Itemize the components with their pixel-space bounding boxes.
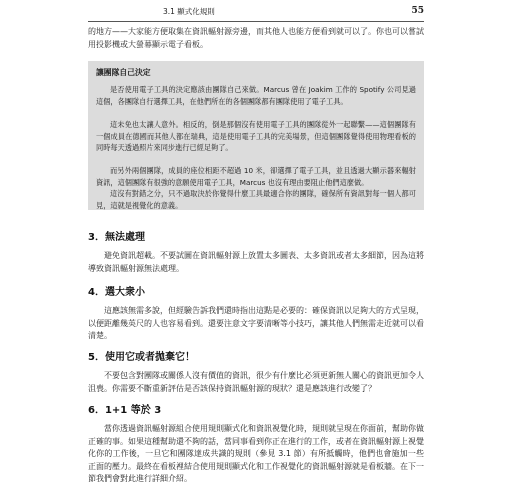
sidebar-box: [88, 61, 424, 210]
section-heading: 3．無法處理: [88, 232, 145, 243]
sidebar-paragraph: 而另外兩個團隊，成員的座位相距不超過 10 米，卻選擇了電子工具，並且透過大顯示器來輻射資訊，這個團隊有很強的意願使用電子工具，Marcus 也沒有理由要阻止他們這麼做。: [96, 166, 416, 187]
intro-paragraph: 的地方——大家能方便取集在資訊輻射源旁邊，而其他人也能方便看到就可以了。你也可以嘗試用投影機或大螢幕顯示電子看板。: [88, 27, 424, 49]
sidebar-paragraph: 這未免也太讓人意外。相反的，倒是那個沒有使用電子工具的團隊從外一起聯繫——這個團隊有一個成員在德國而其他人都在瑞典，這是使用電子工具的完美場景，但這個團隊覺得使用物理看板的同時每天透過照片來同步進行已經足夠了。: [96, 120, 416, 153]
section-heading: 6．1+1 等於 3: [88, 405, 162, 416]
section-body: 這應該無需多說，但經驗告訴我們還時指出這點是必要的：確保資訊以足夠大的方式呈現，以便距離幾英尺的人也容易看到。還要注意文字要清晰等小技巧，讓其他人們無需走近就可以看清楚。: [88, 306, 424, 340]
section-heading: 4．選大衆小: [88, 287, 145, 298]
sidebar-title: 讓團隊自己決定: [96, 68, 151, 77]
page-number: 55: [411, 6, 424, 16]
section-body: 避免資訊超載。不要試圖在資訊輻射源上放置太多圖表、太多資訊或者太多細節，因為這將導致資訊輻射源無法處理。: [88, 251, 424, 273]
section-title: 3.1 顯式化規則: [163, 7, 215, 16]
running-header: [88, 7, 424, 22]
section-body: 不要包含對團隊或關係人沒有價值的資訊，很少有什麼比必須更新無人關心的資訊更加令人沮喪。你需要不斷重新評估是否該保持資訊輻射源的現狀？還是應該進行改變了？: [88, 371, 424, 393]
sidebar-paragraph: 這沒有對錯之分，只不過取決於你覺得什麼工具最適合你的團隊，確保所有資訊對每一個人都可見，這就是視覺化的意義。: [96, 189, 416, 210]
section-body: 當你透過資訊輻射源組合使用規則顯式化和資訊視覺化時，規則就呈現在你面前，幫助你做正確的事。如果這種幫助還不夠的話，當同事看到你正在進行的工作，或者在資訊輻射源上視覺化你的工作後，一旦它和團隊達成共識的規則（參見 3.1 節）有所抵觸時，他們也會施加一些正面的壓力。最終在看板裡結合使用規則顯式化和工作視覺化的資訊輻射源就是看板牆。在下一節我們會對此進行詳細介紹。: [88, 424, 424, 483]
section-heading: 5．使用它或者拋棄它！: [88, 352, 195, 363]
sidebar-paragraph: 是否使用電子工具的決定應該由團隊自己來做。Marcus 曾在 Joakim 工作的 Spotify 公司見過這個，各團隊自行選擇工具，在他們所在的各個團隊都有團隊使用了電子工具。: [96, 85, 416, 106]
